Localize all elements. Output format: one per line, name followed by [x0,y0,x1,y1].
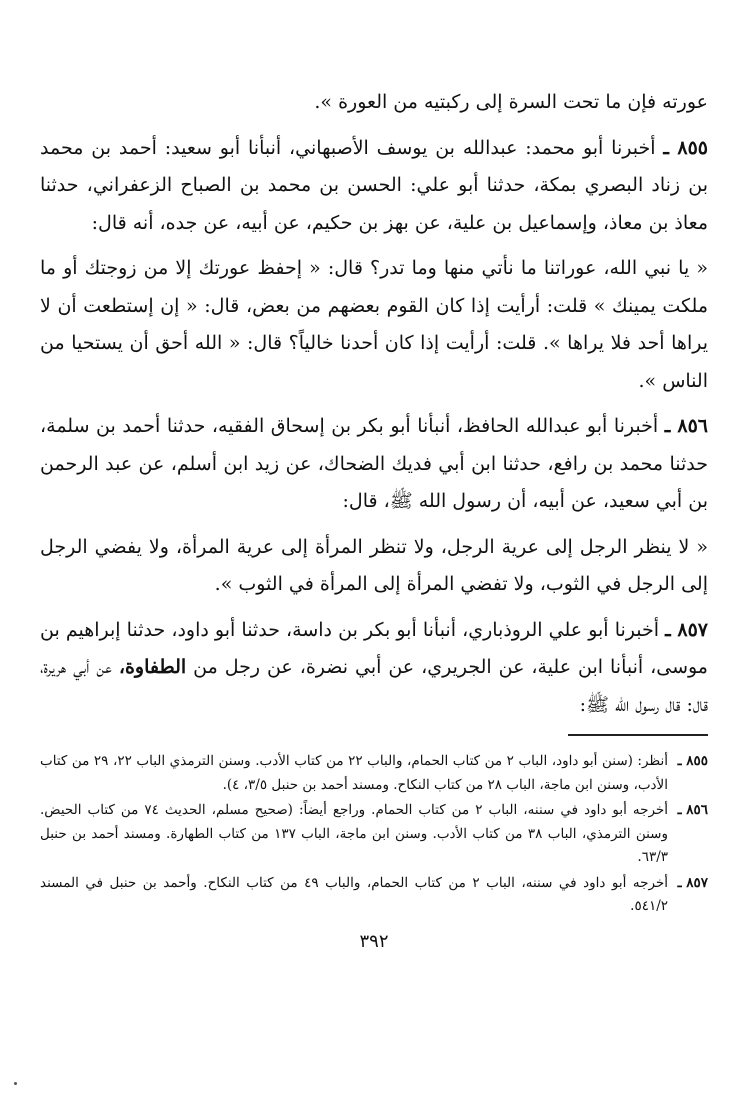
footnote-separator [568,734,708,736]
hadith-chain-emphasis: الطفاوة، [118,656,187,678]
page-number: ٣٩٢ [359,930,389,952]
footnote-856 [40,799,708,870]
footnotes [40,750,708,919]
footnote-text: أخرجه أبو داود في سننه، الباب ٢ من كتاب الحمام، والباب ٤٩ من كتاب النكاح. وأحمد بن حنبل في المسند ٥٤١/٢. [40,874,668,914]
page-content [40,84,708,1084]
hadith-chain-text: أخبرنا أبو عبدالله الحافظ، أنبأنا أبو بكر بن إسحاق الفقيه، حدثنا أحمد بن سلمة، حدثنا محمد بن رافع، حدثنا ابن أبي فديك الضحاك، عن زيد ابن أسلم، عن عبد الرحمن بن أبي سعيد، عن أبيه، أن رسول الله ﷺ، قال: [40,415,708,512]
footnote-text: أنظر: (سنن أبو داود، الباب ٢ من كتاب الحمام، والباب ٢٢ من كتاب الأدب. وسنن الترمذي الباب ٢٢، ٢٩ من كتاب الأدب، وسنن ابن ماجة، الباب ٢٨ من كتاب النكاح. ومسند أحمد بن حنبل ٣/٥، ٤). [40,753,669,793]
scan-speck [14,1082,17,1085]
hadith-chain-text: أخبرنا أبو علي الروذباري، أنبأنا أبو بكر بن داسة، حدثنا أبو داود، حدثنا إبراهيم بن موسى، أنبأنا ابن علية، عن الجريري، عن أبي نضرة، عن رجل من [40,618,708,678]
hadith-855-chain [40,130,708,243]
footnote-855 [40,750,708,797]
hadith-856-chain [40,408,708,521]
intro-paragraph: عورته فإن ما تحت السرة إلى ركبتيه من العورة ». [314,91,708,113]
footnote-text: أخرجه أبو داود في سننه، الباب ٢ من كتاب الحمام. وراجع أيضاً: (صحيح مسلم، الحديث ٧٤ من كتاب الحيض. وسنن الترمذي، الباب ٣٨ من كتاب الأدب. وسنن ابن ماجة، الباب ١٣٧ من كتاب الطهارة. ومسند أحمد بن حنبل ٦٣/٣. [40,802,669,865]
hadith-number: ٨٥٥ ـ [663,136,708,159]
hadith-856-matn: « لا ينظر الرجل إلى عرية الرجل، ولا تنظر المرأة إلى عرية المرأة، ولا يفضي الرجل إلى الرجل في الثوب، ولا تفضي المرأة إلى المرأة في الثوب ». [40,535,708,595]
footnote-number: ٨٥٦ ـ [677,802,708,818]
footnote-number: ٨٥٥ ـ [677,753,708,769]
hadith-chain-text: عن أبي هريرة، قال: قال رسول الله ﷺ: [40,656,708,716]
hadith-857-chain [40,612,708,725]
hadith-number: ٨٥٧ ـ [665,618,708,641]
hadith-855-matn: « يا نبي الله، عوراتنا ما نأتي منها وما تدر؟ قال: « إحفظ عورتك إلا من زوجتك أو ما ملكت يمينك » قلت: أرأيت إذا كان القوم بعضهم من بعض، قال: « إن إستطعت أن لا يراها أحد فلا يراها ». قلت: أرأيت إذا كان أحدنا خالياً؟ قال: « الله أحق أن يستحيا من الناس ». [40,257,709,392]
footnote-857 [40,872,708,919]
hadith-chain-text: أخبرنا أبو محمد: عبدالله بن يوسف الأصبهاني، أنبأنا أبو سعيد: أحمد بن محمد بن زناد البصري بمكة، حدثنا أبو علي: الحسن بن محمد بن الصباح الزعفراني، حدثنا معاذ بن معاذ، وإسماعيل بن علية، عن بهز بن حكيم، عن أبيه، عن جده، أنه قال: [40,136,708,234]
footnote-number: ٨٥٧ ـ [677,874,708,891]
hadith-number: ٨٥٦ ـ [664,415,708,437]
